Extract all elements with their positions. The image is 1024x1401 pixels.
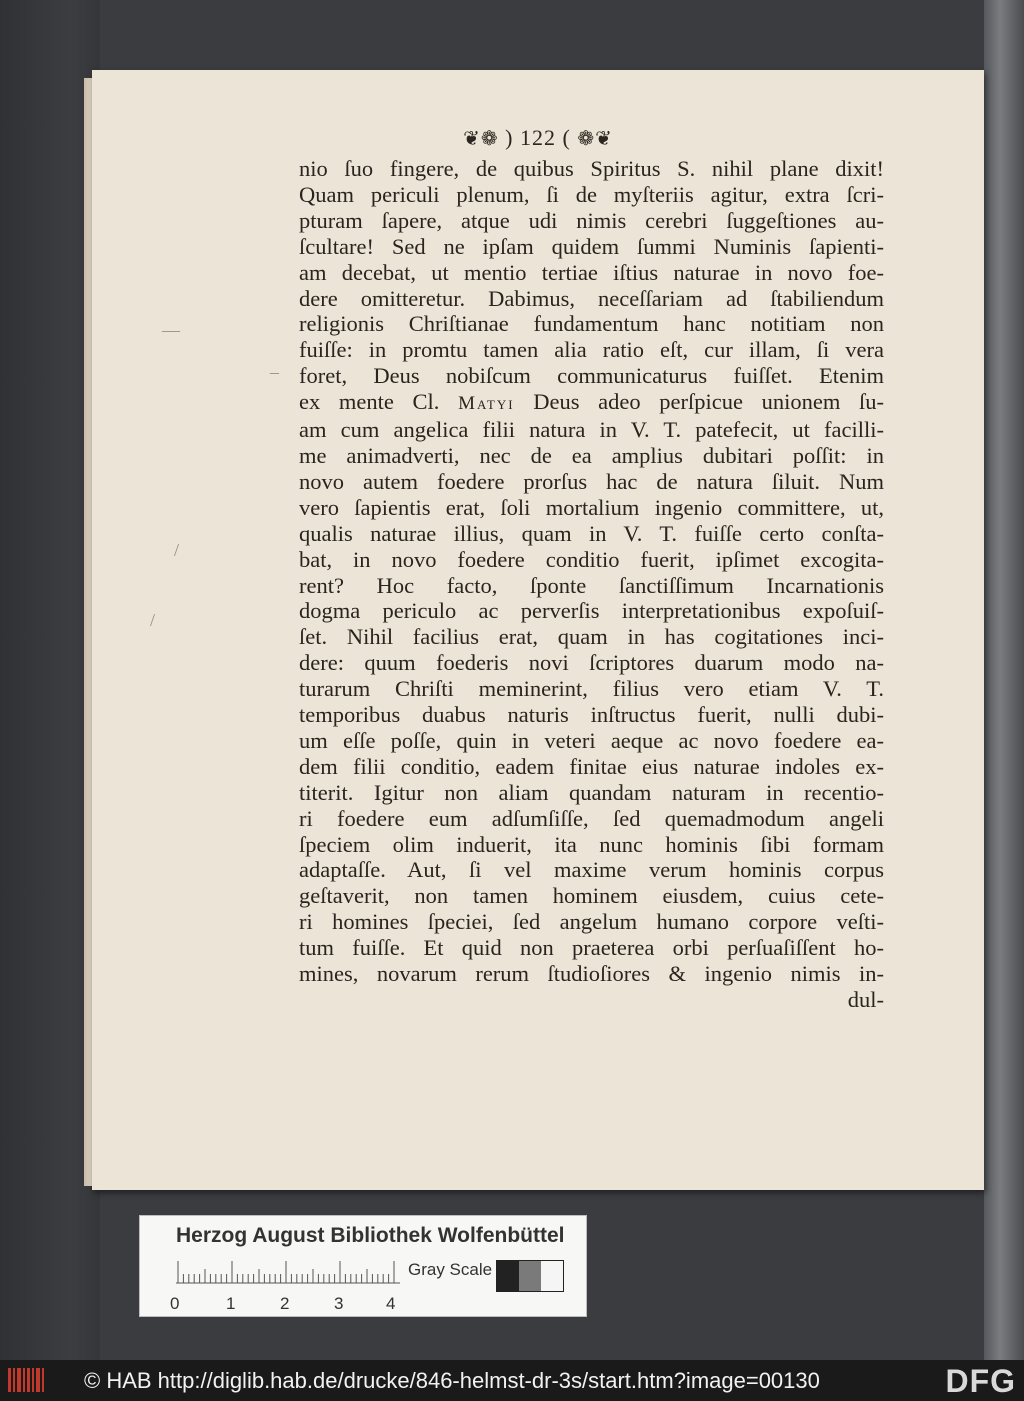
text-line: dere omitteretur. Dabimus, neceſſariam ad ſtabiliendum bbox=[299, 285, 884, 311]
dfg-logo: DFG bbox=[945, 1363, 1016, 1399]
text-line: pturam ſapere, atque udi nimis cerebri ſuggeſtiones au- bbox=[299, 207, 884, 233]
library-color-card bbox=[139, 1215, 587, 1317]
text-line: dogma periculo ac perverſis interpretationibus expoſuiſ- bbox=[299, 598, 884, 624]
footer-bar bbox=[0, 1360, 1024, 1401]
text-line: ri homines ſpeciei, ſed angelum humano corpore veſti- bbox=[299, 909, 884, 935]
page-number: 122 bbox=[520, 125, 556, 150]
ruler-number: 3 bbox=[334, 1294, 344, 1313]
margin-mark: / bbox=[174, 540, 180, 560]
text-line: ſpeciem olim induerit, ita nunc hominis ſibi formam bbox=[299, 831, 884, 857]
text-line: turarum Chriſti meminerint, filius vero etiam V. T. bbox=[299, 676, 884, 702]
ruler-icon bbox=[176, 1260, 400, 1284]
text-line: bat, in novo foedere conditio fuerit, ipſimet excogita- bbox=[299, 546, 884, 572]
text-line: Quam periculi plenum, ſi de myſteriis agitur, extra ſcri- bbox=[299, 181, 884, 207]
text-line: ſcultare! Sed ne ipſam quidem ſummi Numinis ſapienti- bbox=[299, 233, 884, 259]
body-text bbox=[299, 156, 884, 1013]
scan-background-right bbox=[984, 0, 1024, 1360]
ruler-number: 2 bbox=[280, 1294, 290, 1313]
text-line: dere: quum foederis novi ſcriptores duarum modo na- bbox=[299, 650, 884, 676]
library-name: Herzog August Bibliothek Wolfenbüttel bbox=[176, 1224, 565, 1247]
ornament-left-icon: ❦❁ bbox=[463, 128, 499, 150]
text-line: ſet. Nihil facilius erat, quam in has cogitationes inci- bbox=[299, 624, 884, 650]
barcode-icon bbox=[8, 1368, 46, 1392]
text-line: dem filii conditio, eadem finitae eius naturae indoles ex- bbox=[299, 753, 884, 779]
ruler-number: 4 bbox=[386, 1294, 396, 1313]
text-line: um eſſe poſſe, quin in veteri aeque ac novo foedere ea- bbox=[299, 727, 884, 753]
text-line: vero ſapientis erat, ſoli mortalium ingenio committere, ut, bbox=[299, 494, 884, 520]
text-line: nio ſuo fingere, de quibus Spiritus S. nihil plane dixit! bbox=[299, 156, 884, 181]
gray-scale-label: Gray Scale bbox=[408, 1260, 493, 1279]
author-name: Matyi bbox=[458, 393, 515, 415]
ruler-number: 1 bbox=[226, 1294, 236, 1313]
gray-scale-swatches bbox=[496, 1260, 564, 1292]
book-page bbox=[92, 70, 984, 1190]
copyright-url[interactable]: © HAB http://diglib.hab.de/drucke/846-helmst-dr-3s/start.htm?image=00130 bbox=[84, 1368, 820, 1393]
margin-mark: / bbox=[150, 610, 156, 630]
text-line: adaptaſſe. Aut, ſi vel maxime verum hominis corpus bbox=[299, 857, 884, 883]
text-line: titerit. Igitur non aliam quandam naturam in recentio- bbox=[299, 779, 884, 805]
text-line: me animadverti, nec de ea amplius dubitari poſſit: in bbox=[299, 442, 884, 468]
text-line: novo autem foedere prorſus hac de natura ſiluit. Num bbox=[299, 468, 884, 494]
gray-swatch-mid bbox=[519, 1261, 541, 1291]
text-line: foret, Deus nobiſcum communicaturus fuiſſet. Etenim bbox=[299, 363, 884, 389]
gray-swatch-white bbox=[541, 1261, 563, 1291]
text-line-mixed: ex mente Cl. Matyi Deus adeo perſpicue unionem ſu- bbox=[299, 389, 884, 415]
catchword: dul- bbox=[847, 987, 884, 1012]
text-line: tum fuiſſe. Et quid non praeterea orbi perſuaſiſſent ho- bbox=[299, 935, 884, 961]
ornament-right-icon: ❁❦ bbox=[577, 128, 613, 150]
text-line: geſtaverit, non tamen hominem eiusdem, cuius cete- bbox=[299, 883, 884, 909]
margin-mark: – bbox=[270, 362, 279, 382]
text-line: fuiſſe: in promtu tamen alia ratio eſt, cur illam, ſi vera bbox=[299, 337, 884, 363]
ruler-number: 0 bbox=[170, 1294, 180, 1313]
text-line: qualis naturae illius, quam in V. T. fuiſſe certo conſta- bbox=[299, 520, 884, 546]
page-header: ❦❁ ) 122 ( ❁❦ bbox=[463, 125, 613, 150]
text-line: am decebat, ut mentio tertiae iſtius naturae in novo foe- bbox=[299, 259, 884, 285]
text-line: mines, novarum rerum ſtudioſiores & ingenio nimis in- bbox=[299, 961, 884, 987]
margin-mark: — bbox=[162, 320, 180, 340]
gray-swatch-black bbox=[497, 1261, 519, 1291]
text-line: religionis Chriſtianae fundamentum hanc notitiam non bbox=[299, 311, 884, 337]
text-line: rent? Hoc facto, ſponte ſanctiſſimum Incarnationis bbox=[299, 572, 884, 598]
text-line: temporibus duabus naturis inſtructus fuerit, nulli dubi- bbox=[299, 702, 884, 728]
text-line: am cum angelica filii natura in V. T. patefecit, ut facilli- bbox=[299, 417, 884, 443]
text-line: ri foedere eum adſumſiſſe, ſed quemadmodum angeli bbox=[299, 805, 884, 831]
